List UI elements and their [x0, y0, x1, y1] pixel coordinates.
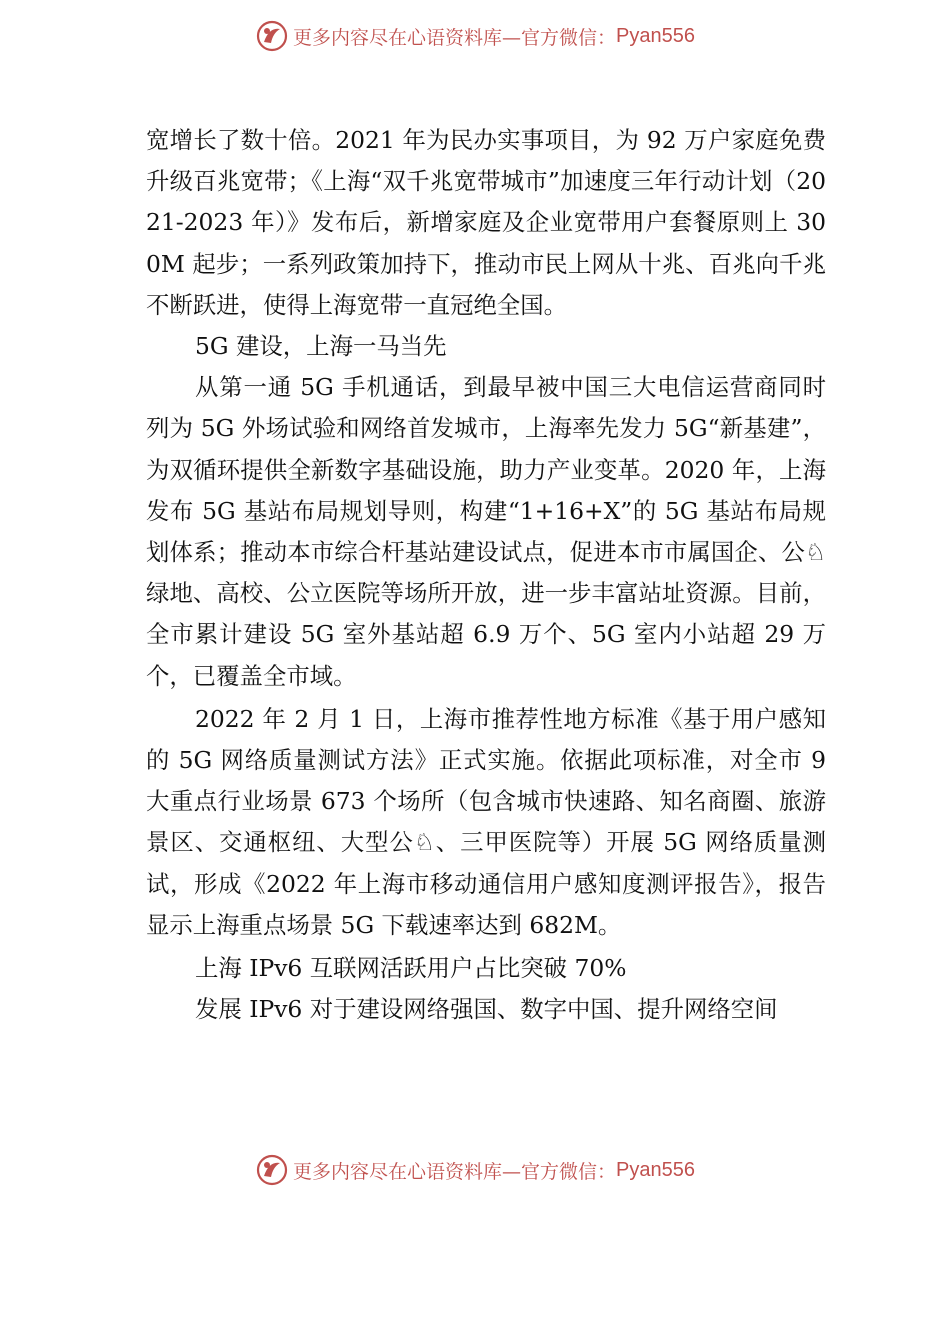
seal-logo-icon: [255, 19, 289, 53]
paragraph-5g-standard: 2022 年 2 月 1 日，上海市推荐性地方标准《基于用户感知的 5G 网络质量测试方法》正式实施。依据此项标准，对全市 9 大重点行业场景 673 个场所（包含城市快速路、知名商圈、旅游景区、交通枢纽、大型公♘、三甲医院等）开展 5G 网络质量测试，形成《2022 年上海市移动通信用户感知度测评报告》，报告显示上海重点场景 5G 下载速率达到 682M。: [146, 704, 826, 939]
banner-wechat-id: Pyan556: [616, 1158, 695, 1181]
header-watermark-banner: [0, 16, 950, 56]
seal-logo-icon: [255, 1153, 289, 1187]
paragraph-ipv6: 发展 IPv6 对于建设网络强国、数字中国、提升网络空间: [195, 995, 778, 1024]
paragraph-5g-construction: 从第一通 5G 手机通话，到最早被中国三大电信运营商同时列为 5G 外场试验和网络首发城市，上海率先发力 5G“新基建”，为双循环提供全新数字基础设施，助力产业变革。2020 年，上海发布 5G 基站布局规划导则，构建“1+16+X”的 5G 基站布局规划体系；推动本市综合杆基站建设试点，促进本市市属国企、公♘绿地、高校、公立医院等场所开放，进一步丰富站址资源。目前，全市累计建设 5G 室外基站超 6.9 万个、5G 室内小站超 29 万个，已覆盖全市域。: [146, 373, 826, 690]
footer-watermark-banner: [0, 1150, 950, 1190]
section-heading-ipv6: 上海 IPv6 互联网活跃用户占比突破 70%: [195, 954, 627, 983]
banner-text: 更多内容尽在心语资料库—官方微信：: [293, 26, 617, 49]
document-body: [146, 120, 826, 1030]
banner-text: 更多内容尽在心语资料库—官方微信：: [293, 1160, 617, 1183]
section-heading-5g: 5G 建设，上海一马当先: [195, 332, 447, 361]
banner-wechat-id: Pyan556: [616, 24, 695, 47]
paragraph-broadband: 宽增长了数十倍。2021 年为民办实事项目，为 92 万户家庭免费升级百兆宽带；《上海“双千兆宽带城市”加速度三年行动计划（2021-2023 年）》发布后，新增家庭及企业宽带用户套餐原则上 300M 起步；一系列政策加持下，推动市民上网从十兆、百兆向千兆不断跃进，使得上海宽带一直冠绝全国。: [146, 126, 826, 319]
